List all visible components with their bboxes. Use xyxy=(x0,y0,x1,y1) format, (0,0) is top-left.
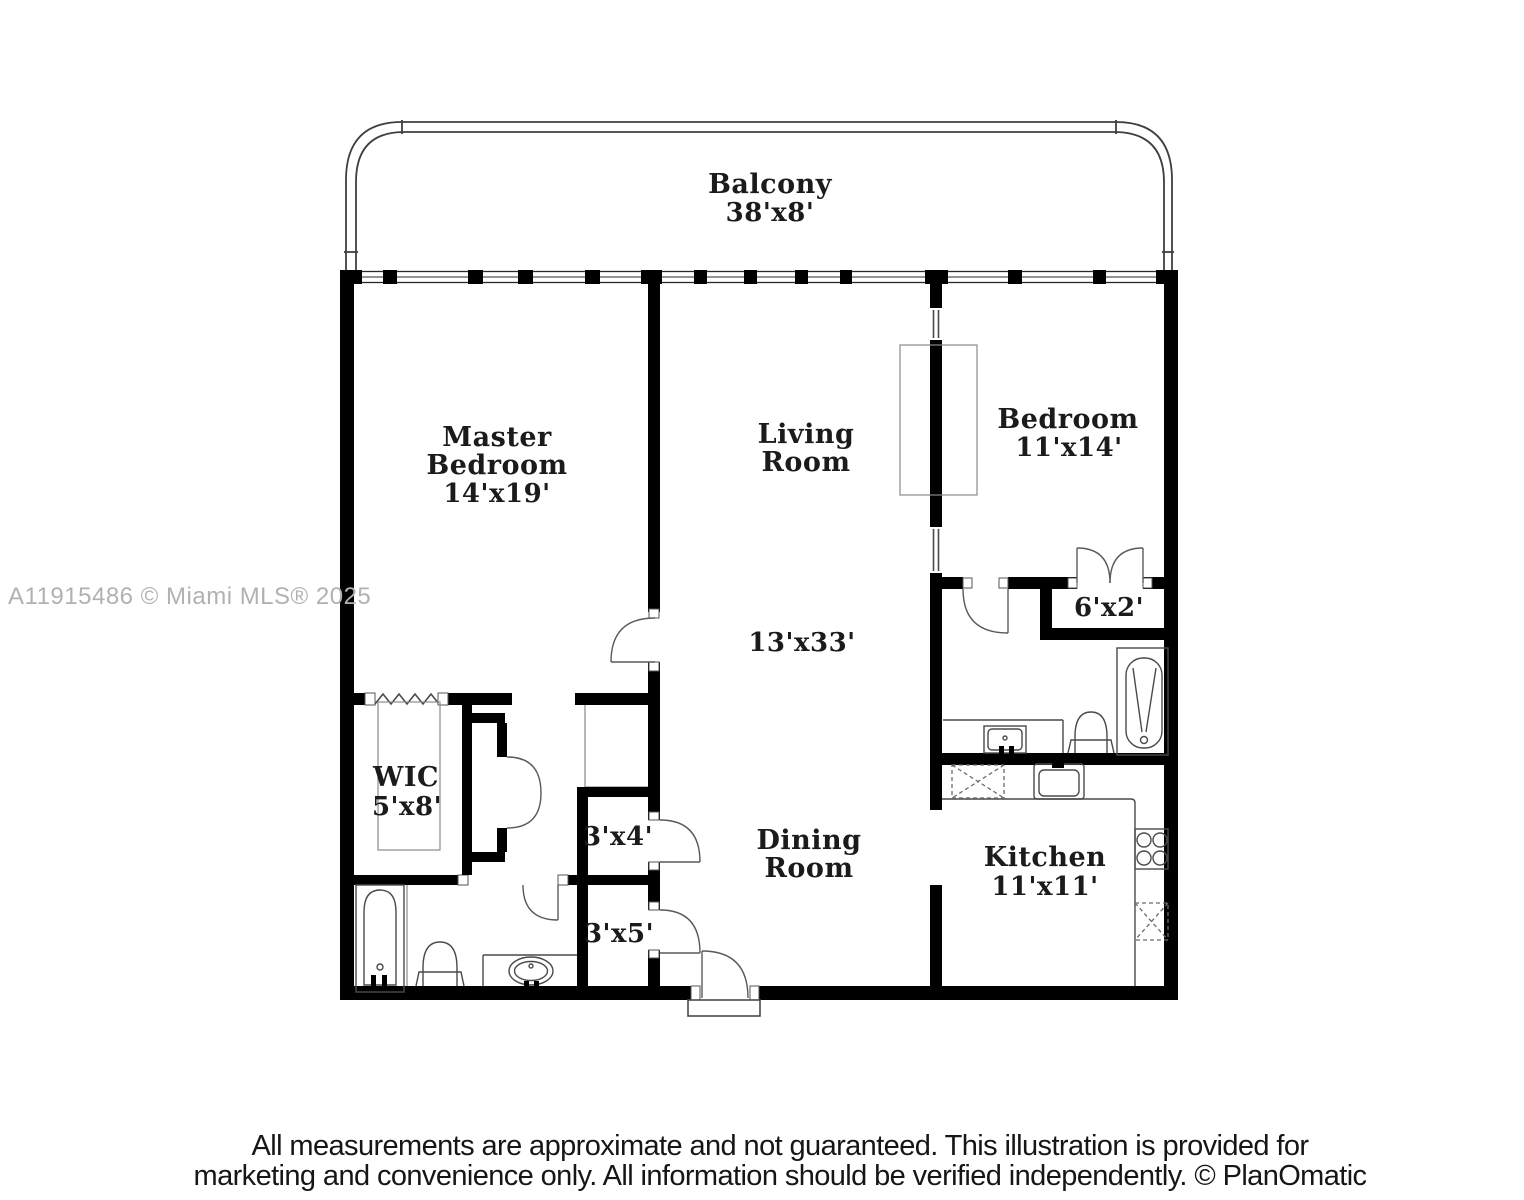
disclaimer-text xyxy=(0,1131,1524,1191)
living-room-label-2: Room xyxy=(761,447,851,478)
balcony-label: Balcony xyxy=(708,169,832,200)
wic-dim: 5'x8' xyxy=(371,792,443,822)
bedroom-label: Bedroom xyxy=(997,404,1139,435)
balcony-dim: 38'x8' xyxy=(725,198,815,228)
master-bedroom-dim: 14'x19' xyxy=(443,479,551,509)
kitchen-faucet xyxy=(1052,762,1064,768)
master-bathtub xyxy=(356,885,404,992)
dining-room-label-1: Dining xyxy=(756,825,862,856)
kitchen-label: Kitchen xyxy=(983,842,1107,873)
tub-faucet-handle xyxy=(371,975,376,988)
dining-room-label-2: Room xyxy=(764,853,854,884)
bedroom-dim: 11'x14' xyxy=(1015,433,1123,463)
kitchen-dim: 11'x11' xyxy=(991,872,1099,902)
hall-closet-dim: 6'x2' xyxy=(1073,593,1145,623)
mls-watermark: A11915486 © Miami MLS® 2025 xyxy=(8,583,372,610)
kitchen-sink xyxy=(1034,764,1084,799)
closet-3x4-dim: 3'x4' xyxy=(582,822,654,852)
disclaimer-line-2: marketing and convenience only. All information should be verified independently. © PlanOmatic xyxy=(193,1160,1367,1192)
master-bedroom-label-1: Master xyxy=(442,422,552,453)
disclaimer-line-1: All measurements are approximate and not guaranteed. This illustration is provided for xyxy=(251,1130,1309,1162)
wic-label: WIC xyxy=(373,762,439,793)
closet-3x5-dim: 3'x5' xyxy=(583,919,655,949)
second-bathroom-fixtures xyxy=(943,648,1168,756)
window-wall xyxy=(340,270,1178,284)
living-room-label-1: Living xyxy=(757,419,855,450)
master-bathroom-fixtures xyxy=(356,885,577,992)
master-bedroom-label-2: Bedroom xyxy=(426,450,568,481)
tub-faucet-handle xyxy=(382,975,387,988)
living-room-dim: 13'x33' xyxy=(748,628,856,658)
room-labels xyxy=(372,169,1144,949)
